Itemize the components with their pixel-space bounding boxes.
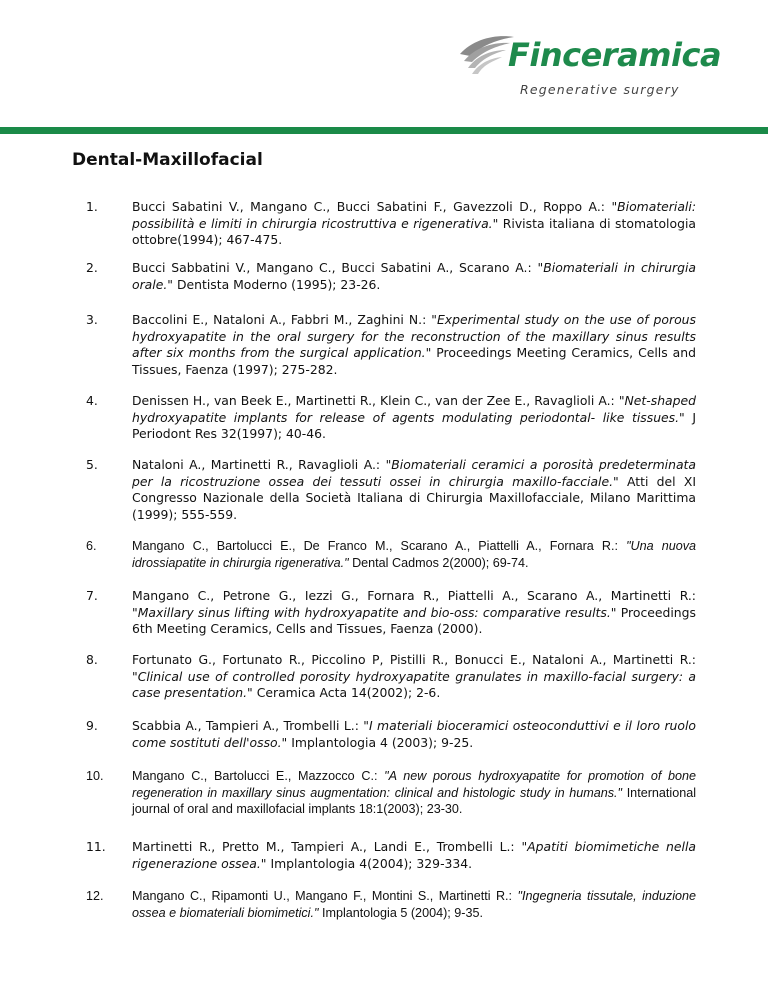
reference-number: 7.	[86, 588, 98, 603]
reference-number: 6.	[86, 539, 97, 553]
reference-item	[86, 457, 696, 523]
reference-item	[86, 718, 696, 751]
reference-body	[132, 588, 696, 638]
reference-title: "Net-shaped hydroxyapatite implants for release of agents modulating periodontal- like tissues."	[132, 393, 696, 425]
swoosh-wings-icon	[456, 34, 516, 76]
company-logo	[456, 30, 746, 100]
reference-item	[86, 199, 696, 249]
reference-title: "Clinical use of controlled porosity hydroxyapatite granulates in maxillo-facial surgery: a case presentation."	[132, 668, 696, 700]
brand-name: Finceramica	[508, 36, 722, 74]
reference-authors: Bucci Sabatini V., Mangano C., Bucci Sabatini F., Gavezzoli D., Roppo A.:	[132, 199, 605, 214]
reference-item	[86, 652, 696, 702]
reference-authors: Fortunato G., Fortunato R., Piccolino P, Pistilli R., Bonucci E., Nataloni A., Martinetti R.:	[132, 652, 696, 667]
reference-source: Implantologia 4(2004); 329-334.	[270, 855, 473, 871]
reference-title: "Ingegneria tissutale, induzione ossea e biomateriali biomimetici."	[132, 889, 697, 920]
reference-body	[132, 199, 696, 249]
reference-number: 4.	[86, 393, 98, 408]
reference-source: Ceramica Acta 14(2002); 2-6.	[256, 685, 441, 700]
reference-source: Rivista italiana di stomatologia ottobre(1994); 467-475.	[132, 215, 696, 247]
reference-body	[132, 457, 696, 523]
reference-body	[132, 312, 696, 378]
reference-source: Proceedings Meeting Ceramics, Cells and Tissues, Faenza (1997); 275-282.	[132, 345, 696, 377]
reference-authors: Martinetti R., Pretto M., Tampieri A., Landi E., Trombelli L.:	[132, 839, 515, 854]
reference-title: "Biomateriali ceramici a porosità predeterminata per la ricostruzione ossea dei tessuti ossei in chirurgia maxillo-facciale."	[132, 457, 696, 489]
reference-source: International journal of oral and maxillofacial implants 18:1(2003); 23-30.	[132, 785, 697, 816]
reference-item	[86, 393, 696, 443]
reference-number: 11.	[86, 839, 106, 854]
reference-source: Proceedings 6th Meeting Ceramics, Cells and Tissues, Faenza (2000).	[132, 604, 696, 636]
reference-item	[86, 888, 696, 921]
brand-tagline: Regenerative surgery	[520, 82, 680, 97]
reference-authors: Nataloni A., Martinetti R., Ravaglioli A.:	[132, 457, 381, 472]
reference-body	[132, 652, 696, 702]
reference-body	[132, 718, 696, 751]
reference-authors: Scabbia A., Tampieri A., Trombelli L.:	[132, 718, 359, 733]
reference-number: 10.	[86, 769, 104, 783]
reference-source: Atti del XI Congresso Nazionale della Società Italiana di Chirurgia Maxillofacciale, Milano Marittima (1999); 555-559.	[132, 473, 696, 522]
reference-item	[86, 312, 696, 378]
reference-source: Implantologia 4 (2003); 9-25.	[291, 734, 474, 750]
reference-number: 8.	[86, 652, 98, 667]
reference-authors: Denissen H., van Beek E., Martinetti R., Klein C., van der Zee E., Ravaglioli A.:	[132, 393, 615, 408]
reference-title: "I materiali bioceramici osteoconduttivi e il loro ruolo come sostituti dell'osso."	[132, 718, 696, 750]
reference-title: "Una nuova idrossiapatite in chirurgia rigenerativa."	[132, 539, 697, 570]
reference-number: 9.	[86, 718, 98, 733]
reference-item	[86, 839, 696, 872]
reference-body	[132, 768, 696, 818]
reference-body	[132, 260, 696, 293]
reference-source: Dentista Moderno (1995); 23-26.	[176, 276, 381, 292]
reference-item	[86, 260, 696, 293]
reference-authors: Mangano C., Bartolucci E., Mazzocco C.:	[132, 769, 378, 783]
reference-body	[132, 393, 696, 443]
reference-source: Dental Cadmos 2(2000); 69-74.	[352, 555, 529, 570]
reference-title: "Experimental study on the use of porous hydroxyapatite in the oral surgery for the reconstruction of the maxillary sinus results after six months from the surgical application."	[132, 312, 696, 360]
reference-number: 1.	[86, 199, 98, 214]
reference-authors: Baccolini E., Nataloni A., Fabbri M., Zaghini N.:	[132, 312, 427, 327]
reference-source: J Periodont Res 32(1997); 40-46.	[132, 409, 696, 441]
reference-title: "Maxillary sinus lifting with hydroxyapatite and bio-oss: comparative results."	[132, 604, 617, 620]
header-divider	[0, 127, 768, 134]
reference-body	[132, 538, 696, 571]
reference-title: "Biomateriali: possibilità e limiti in chirurgia ricostruttiva e rigenerativa."	[132, 199, 696, 231]
reference-item	[86, 768, 696, 818]
reference-source: Implantologia 5 (2004); 9-35.	[321, 905, 483, 920]
reference-number: 2.	[86, 260, 98, 275]
reference-authors: Mangano C., Bartolucci E., De Franco M., Scarano A., Piattelli A., Fornara R.:	[132, 539, 618, 553]
reference-number: 12.	[86, 889, 104, 903]
reference-item	[86, 538, 696, 571]
page-header	[0, 0, 768, 140]
reference-title: "Apatiti biomimetiche nella rigenerazione ossea."	[132, 839, 696, 871]
reference-item	[86, 588, 696, 638]
reference-authors: Bucci Sabbatini V., Mangano C., Bucci Sabatini A., Scarano A.:	[132, 260, 532, 275]
reference-authors: Mangano C., Petrone G., Iezzi G., Fornara R., Piattelli A., Scarano A., Martinetti R.:	[132, 588, 696, 603]
reference-number: 5.	[86, 457, 98, 472]
reference-title: "Biomateriali in chirurgia orale."	[132, 260, 696, 292]
reference-body	[132, 888, 696, 921]
reference-body	[132, 839, 696, 872]
reference-authors: Mangano C., Ripamonti U., Mangano F., Montini S., Martinetti R.:	[132, 889, 513, 903]
page-title: Dental-Maxillofacial	[72, 150, 263, 170]
reference-number: 3.	[86, 312, 98, 327]
reference-title: "A new porous hydroxyapatite for promotion of bone regeneration in maxillary sinus augmentation: clinical and histologic study in humans."	[132, 769, 697, 800]
